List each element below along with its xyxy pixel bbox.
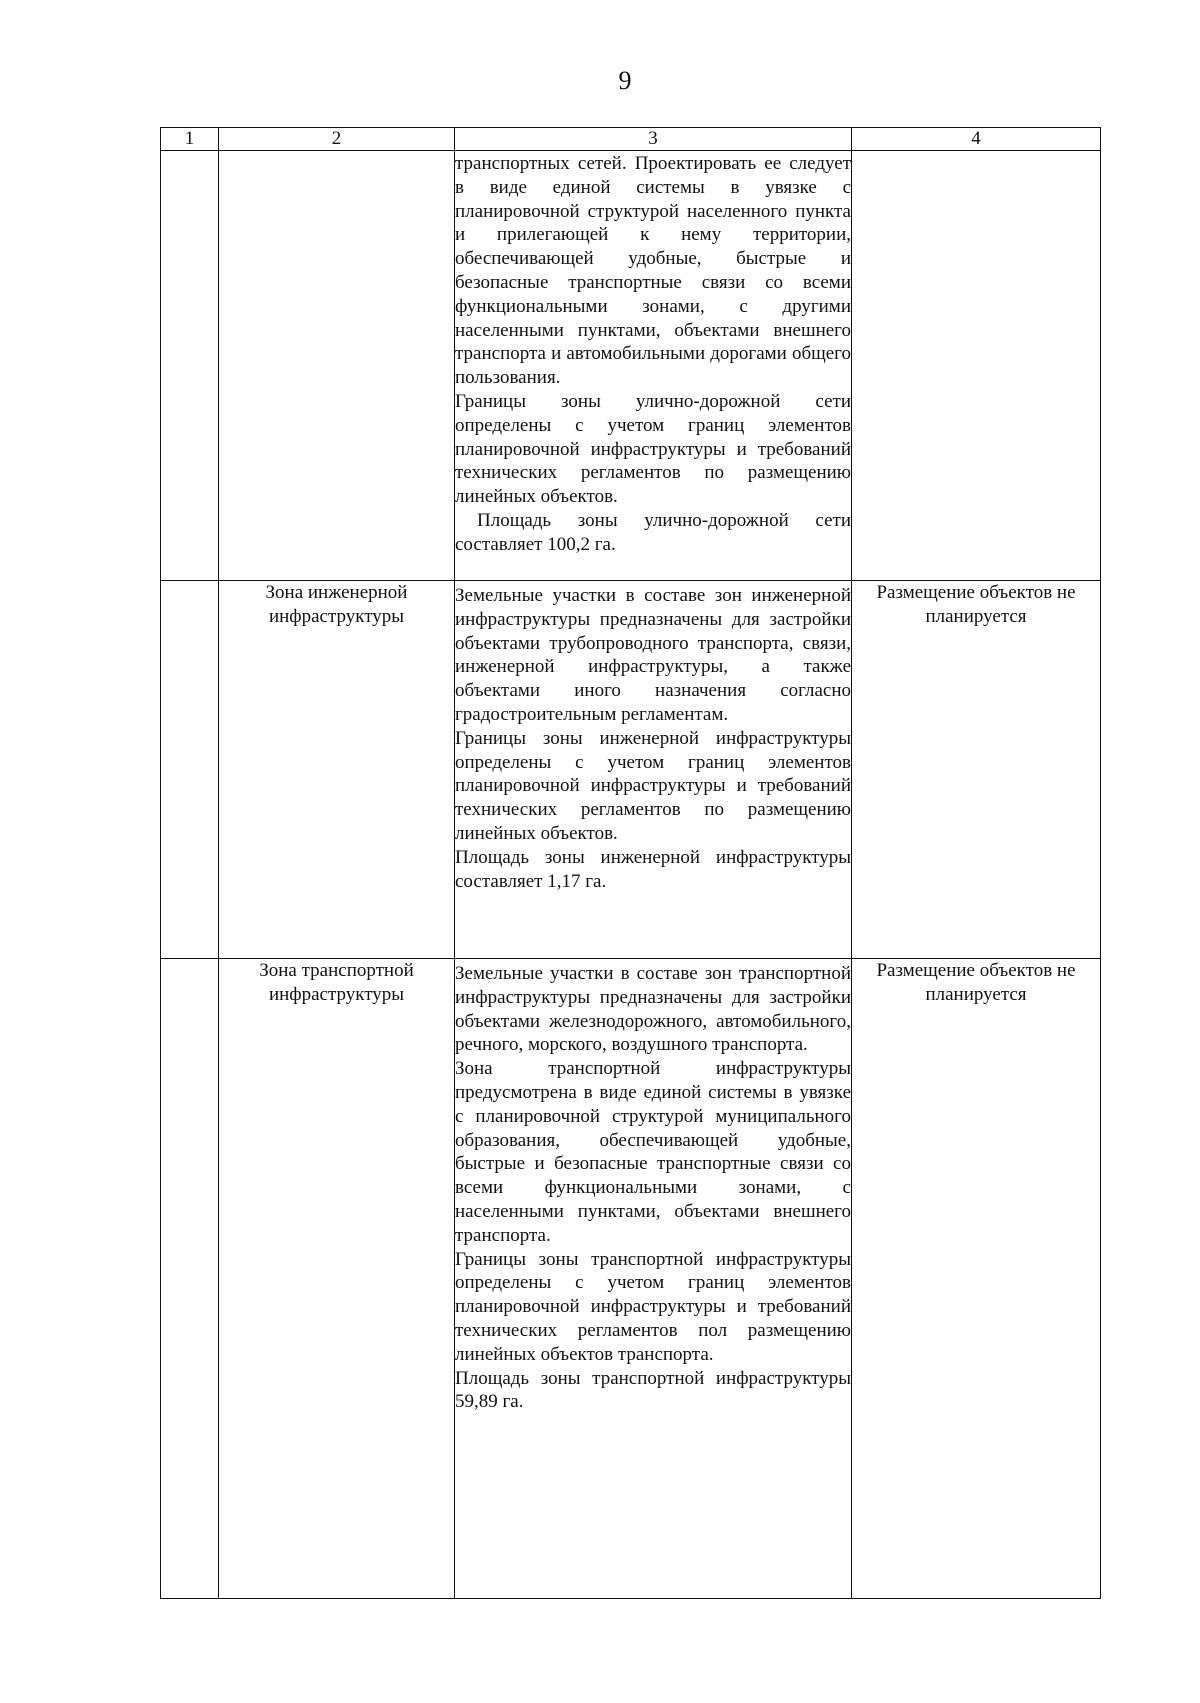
zone-description-cell — [455, 959, 852, 1599]
description-paragraph: Границы зоны улично-дорожной сети определены с учетом границ элементов планировочной инфраструктуры и требований технических регламентов по размещению линейных объектов. — [455, 390, 851, 508]
zone-description-cell — [455, 581, 852, 959]
description-paragraph: Земельные участки в составе зон инженерной инфраструктуры предназначены для застройки объектами трубопроводного транспорта, связи, инженерной инфраструктуры, а также объектами иного назначения согласно градостроительным регламентам. — [455, 585, 851, 725]
zone-name-cell: Зона транспортной инфраструктуры — [219, 959, 455, 1599]
description-paragraph: Площадь зоны улично-дорожной сети составляет 100,2 га. — [455, 509, 851, 555]
placement-plan-cell: Размещение объектов не планируется — [852, 959, 1101, 1599]
table-row — [161, 581, 1101, 959]
description-paragraph: Площадь зоны транспортной инфраструктуры 59,89 га. — [455, 1367, 851, 1413]
page-number: 9 — [618, 66, 632, 95]
description-paragraph: Площадь зоны инженерной инфраструктуры составляет 1,17 га. — [455, 846, 851, 892]
column-numbers-row — [161, 128, 1101, 151]
table-row — [161, 151, 1101, 581]
row-index-cell — [161, 959, 219, 1599]
row-index-cell — [161, 151, 219, 581]
description-paragraph: транспортных сетей. Проектировать ее следует в виде единой системы в увязке с планировочной структурой населенного пункта и прилегающей к нему территории, обеспечивающей удобные, быстрые и безопасные транспортные связи со всеми функциональными зонами, с другими населенными пунктами, объектами внешнего транспорта и автомобильными дорогами общего пользования. — [455, 153, 851, 389]
zone-name-cell: Зона инженерной инфраструктуры — [219, 581, 455, 959]
placement-plan-cell — [852, 151, 1101, 581]
column-number: 3 — [455, 128, 852, 151]
description-paragraph: Зона транспортной инфраструктуры предусмотрена в виде единой системы в увязке с планировочной структурой муниципального образования, обеспечивающей удобные, быстрые и безопасные транспортные связи со всеми функциональными зонами, с населенными пунктами, объектами внешнего транспорта. — [455, 1058, 851, 1246]
zones-table — [160, 127, 1101, 1599]
row-index-cell — [161, 581, 219, 959]
description-paragraph: Границы зоны инженерной инфраструктуры определены с учетом границ элементов планировочной инфраструктуры и требований технических регламентов по размещению линейных объектов. — [455, 727, 851, 844]
zone-description-cell — [455, 151, 852, 581]
column-number: 4 — [852, 128, 1101, 151]
zone-name-cell — [219, 151, 455, 581]
placement-plan-cell: Размещение объектов не планируется — [852, 581, 1101, 959]
description-paragraph: Земельные участки в составе зон транспортной инфраструктуры предназначены для застройки объектами железнодорожного, автомобильного, речного, морского, воздушного транспорта. — [455, 963, 851, 1056]
column-number: 2 — [219, 128, 455, 151]
table-row — [161, 959, 1101, 1599]
column-number: 1 — [161, 128, 219, 151]
description-paragraph: Границы зоны транспортной инфраструктуры определены с учетом границ элементов планировочной инфраструктуры и требований технических регламентов пол размещению линейных объектов транспорта. — [455, 1248, 851, 1365]
